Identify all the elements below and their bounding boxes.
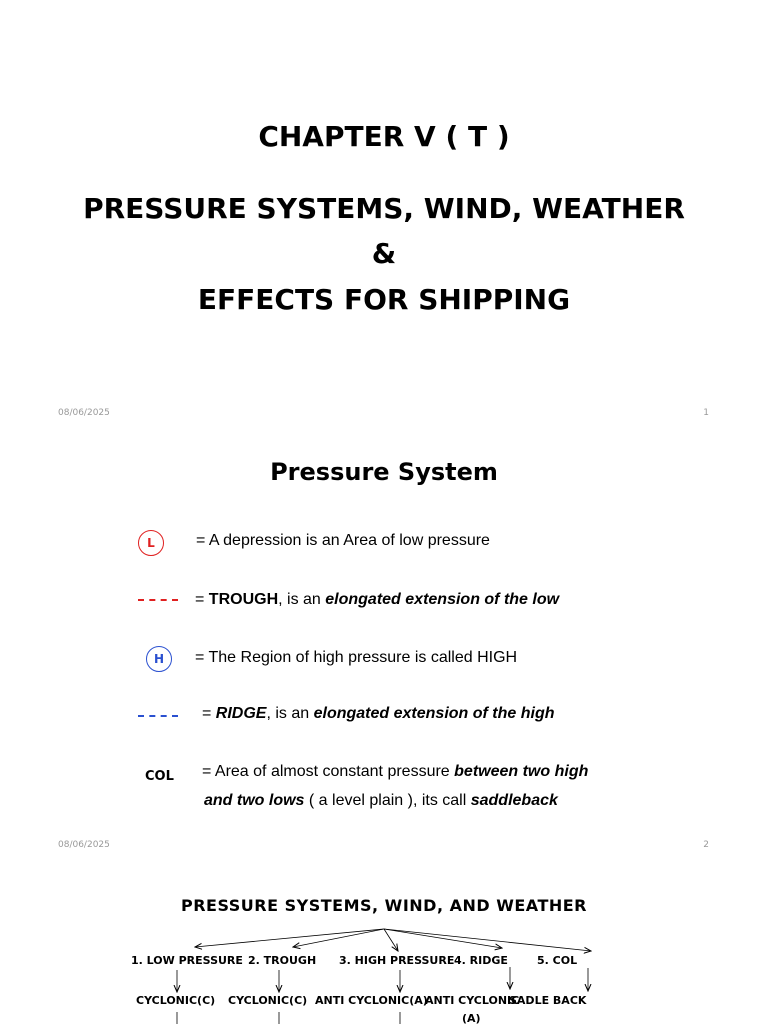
node-trough: 2. TROUGH xyxy=(248,954,317,967)
node-col: 5. COL xyxy=(537,954,578,967)
connector-arrow xyxy=(384,929,398,951)
sub-anticyclonic-high: ANTI CYCLONIC(A) xyxy=(315,994,428,1007)
connector-arrow xyxy=(293,929,384,947)
ridge-description: = RIDGE, is an elongated extension of the high xyxy=(202,705,555,722)
slide-number: 2 xyxy=(703,840,709,850)
connector-arrow xyxy=(195,929,384,947)
node-high-pressure: 3. HIGH PRESSURE xyxy=(339,954,455,967)
slide-title: Pressure System xyxy=(270,458,498,486)
low-description: = A depression is an Area of low pressure xyxy=(196,532,490,549)
sub-anticyclonic-ridge: ANTI CYCLONIC xyxy=(425,994,520,1007)
trough-dashed-line-icon xyxy=(138,599,178,601)
high-pressure-icon: H xyxy=(146,646,172,672)
node-ridge: 4. RIDGE xyxy=(454,954,508,967)
slide-date: 08/06/2025 xyxy=(58,840,110,850)
sub-sadle-back: SADLE BACK xyxy=(509,994,587,1007)
col-label: COL xyxy=(145,769,174,784)
ridge-dashed-line-icon xyxy=(138,715,178,717)
sub-cyclonic-trough: CYCLONIC(C) xyxy=(228,994,308,1007)
sub-cyclonic-low: CYCLONIC(C) xyxy=(136,994,216,1007)
trough-description: = TROUGH, is an elongated extension of the low xyxy=(195,591,560,608)
col-description-line-2: and two lows ( a level plain ), its call saddleback xyxy=(204,792,558,809)
slide-3 xyxy=(0,864,768,1024)
connector-arrow xyxy=(384,929,502,948)
title-line-1: PRESSURE SYSTEMS, WIND, WEATHER xyxy=(83,192,685,225)
slide-title: PRESSURE SYSTEMS, WIND, AND WEATHER xyxy=(180,896,587,915)
connector-arrow xyxy=(384,929,591,951)
slide-date: 08/06/2025 xyxy=(58,408,110,418)
col-description-line-1: = Area of almost constant pressure between two high xyxy=(202,763,589,780)
title-line-3: EFFECTS FOR SHIPPING xyxy=(197,283,571,316)
node-low-pressure: 1. LOW PRESSURE xyxy=(131,954,243,967)
slide-number: 1 xyxy=(703,408,709,418)
sub-anticyclonic-ridge-line-2: (A) xyxy=(462,1012,481,1025)
title-line-2: & xyxy=(371,237,397,270)
low-pressure-icon: L xyxy=(138,530,164,556)
high-description: = The Region of high pressure is called HIGH xyxy=(195,649,518,666)
chapter-title: CHAPTER V ( T ) xyxy=(258,120,510,153)
slide-2 xyxy=(0,432,768,864)
slide-1 xyxy=(0,0,768,432)
